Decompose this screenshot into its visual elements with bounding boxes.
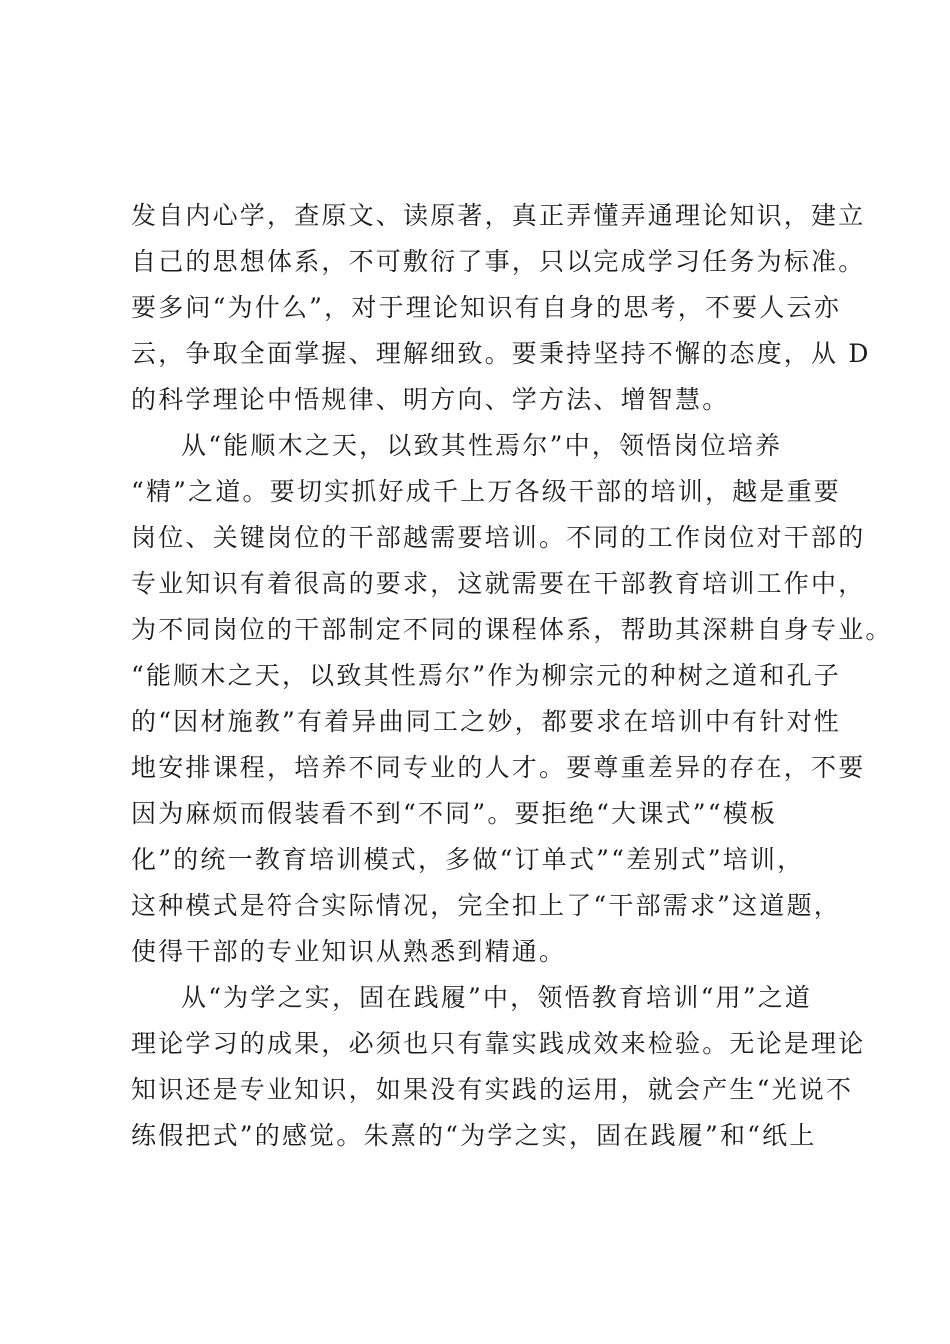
text-line: 云，争取全面掌握、理解细致。要秉持坚持不懈的态度，从 D xyxy=(131,339,871,368)
body-text xyxy=(131,193,893,1159)
text-line: “能顺木之天，以致其性焉尔”作为柳宗元的种树之道和孔子 xyxy=(131,661,841,690)
text-line: 为不同岗位的干部制定不同的课程体系，帮助其深耕自身专业。 xyxy=(131,615,893,644)
text-line: 专业知识有着很高的要求，这就需要在干部教育培训工作中， xyxy=(131,569,866,598)
text-line: 发自内心学，查原文、读原著，真正弄懂弄通理论知识，建立 xyxy=(131,201,866,230)
text-line: 从“能顺木之天，以致其性焉尔”中，领悟岗位培养 xyxy=(181,431,783,460)
text-line: 要多问“为什么”，对于理论知识有自身的思考，不要人云亦 xyxy=(131,293,841,322)
text-line: 理论学习的成果，必须也只有靠实践成效来检验。无论是理论 xyxy=(131,1029,866,1058)
text-line: 化”的统一教育培训模式，多做“订单式”“差别式”培训， xyxy=(131,845,805,874)
text-line: “精”之道。要切实抓好成千上万各级干部的培训，越是重要 xyxy=(131,477,841,506)
text-line: 自己的思想体系，不可敷衍了事，只以完成学习任务为标准。 xyxy=(131,247,866,276)
text-line: 练假把式”的感觉。朱熹的“为学之实，固在践履”和“纸上 xyxy=(131,1121,817,1150)
text-line: 的科学理论中悟规律、明方向、学方法、增智慧。 xyxy=(131,385,730,414)
text-line: 因为麻烦而假装看不到“不同”。要拒绝“大课式”“模板 xyxy=(131,799,778,828)
text-line: 地安排课程，培养不同专业的人才。要尊重差异的存在，不要 xyxy=(131,753,866,782)
text-line: 这种模式是符合实际情况，完全扣上了“干部需求”这道题， xyxy=(131,891,841,920)
text-line: 的“因材施教”有着异曲同工之妙，都要求在培训中有针对性 xyxy=(131,707,841,736)
text-line: 岗位、关键岗位的干部越需要培训。不同的工作岗位对干部的 xyxy=(131,523,866,552)
text-line: 使得干部的专业知识从熟悉到精通。 xyxy=(131,937,567,966)
text-line: 知识还是专业知识，如果没有实践的运用，就会产生“光说不 xyxy=(131,1075,854,1104)
text-line: 从“为学之实，固在践履”中，领悟教育培训“用”之道 xyxy=(181,983,813,1012)
